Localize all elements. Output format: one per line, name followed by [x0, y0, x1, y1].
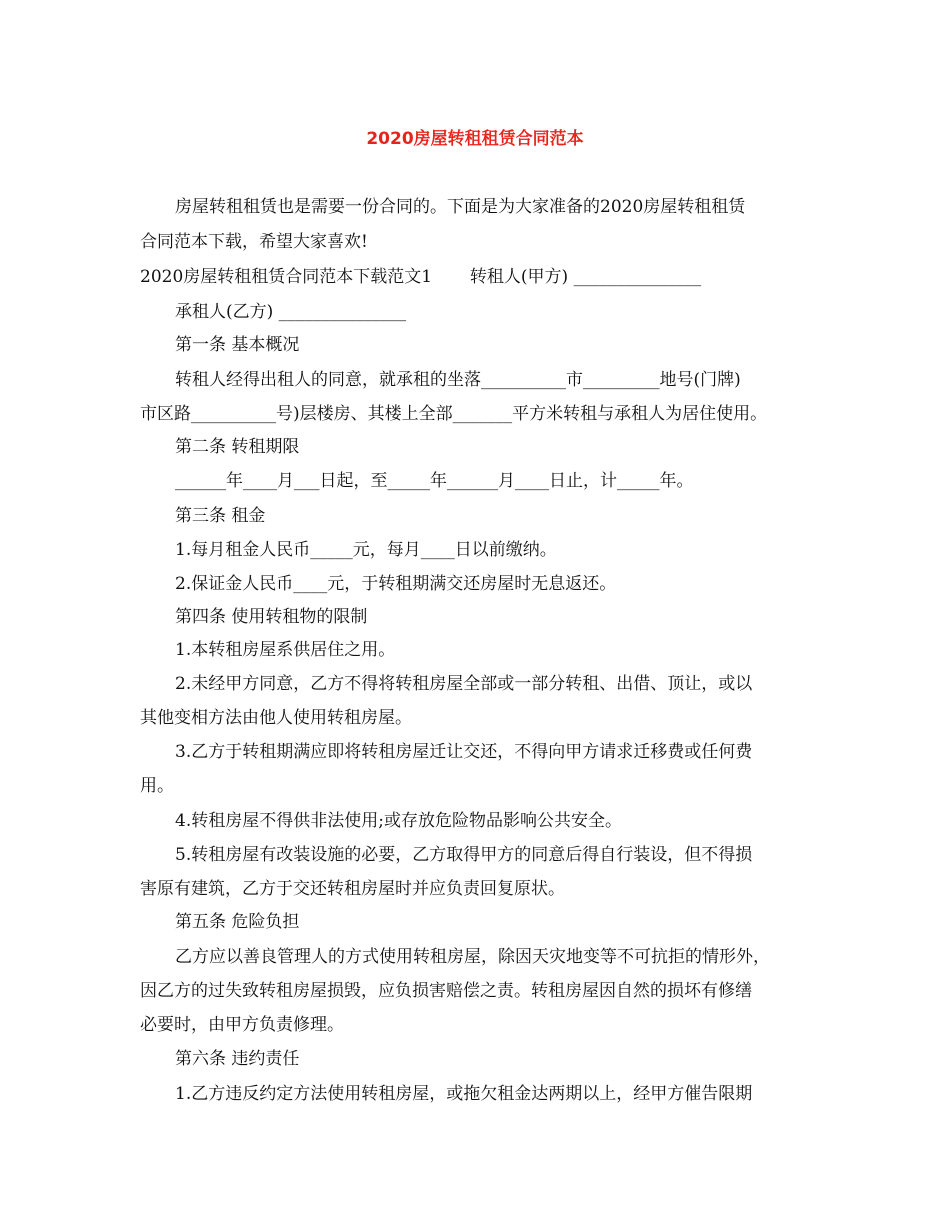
- article-5-heading: 第五条 危险负担: [175, 912, 300, 932]
- article-1-heading: 第一条 基本概况: [175, 335, 300, 355]
- document-title: 2020房屋转租租赁合同范本: [366, 129, 584, 149]
- intro-line-1: 房屋转租租赁也是需要一份合同的。下面是为大家准备的2020房屋转租租赁: [175, 197, 746, 217]
- article-3-heading: 第三条 租金: [175, 506, 266, 526]
- article-4-item-4: 4.转租房屋不得供非法使用;或存放危险物品影响公共安全。: [175, 811, 622, 831]
- article-3-item-1: 1.每月租金人民币_____元，每月____日以前缴纳。: [175, 540, 557, 560]
- article-4-item-1: 1.本转租房屋系供居住之用。: [175, 640, 396, 660]
- intro-line-2: 合同范本下载，希望大家喜欢!: [140, 232, 368, 252]
- article-3-item-2: 2.保证金人民币____元，于转租期满交还房屋时无息返还。: [175, 574, 617, 594]
- article-4-item-3-line-2: 用。: [140, 776, 174, 796]
- sample-heading-line: 2020房屋转租租赁合同范本下载范文1 转租人(甲方) _______________: [140, 267, 702, 287]
- lessee-line: 承租人(乙方) _______________: [175, 302, 407, 322]
- article-5-text-3: 必要时，由甲方负责修理。: [140, 1015, 344, 1035]
- article-4-item-3-line-1: 3.乙方于转租期满应即将转租房屋迁让交还，不得向甲方请求迁移费或任何费: [175, 742, 753, 762]
- article-1-text-1: 转租人经得出租人的同意，就承租的坐落__________市_________地号(门牌): [175, 370, 741, 390]
- article-5-text-1: 乙方应以善良管理人的方式使用转租房屋，除因天灾地变等不可抗拒的情形外，: [175, 947, 770, 967]
- article-4-item-2-line-1: 2.未经甲方同意，乙方不得将转租房屋全部或一部分转租、出借、顶让，或以: [175, 674, 753, 694]
- article-2-heading: 第二条 转租期限: [175, 437, 300, 457]
- article-6-item-1: 1.乙方违反约定方法使用转租房屋，或拖欠租金达两期以上，经甲方催告限期: [175, 1084, 753, 1104]
- article-6-heading: 第六条 违约责任: [175, 1049, 300, 1069]
- article-1-text-2: 市区路__________号)层楼房、其楼上全部_______平方米转租与承租人为居住使用。: [140, 404, 768, 424]
- article-4-item-5-line-1: 5.转租房屋有改装设施的必要，乙方取得甲方的同意后得自行装设，但不得损: [175, 845, 753, 865]
- article-5-text-2: 因乙方的过失致转租房屋损毁，应负损害赔偿之责。转租房屋因自然的损坏有修缮: [140, 981, 752, 1001]
- article-4-item-5-line-2: 害原有建筑，乙方于交还转租房屋时并应负责回复原状。: [140, 879, 565, 899]
- article-4-item-2-line-2: 其他变相方法由他人使用转租房屋。: [140, 708, 412, 728]
- article-2-text: ______年____月___日起，至_____年______月____日止，计_____年。: [175, 471, 694, 491]
- article-4-heading: 第四条 使用转租物的限制: [175, 607, 368, 627]
